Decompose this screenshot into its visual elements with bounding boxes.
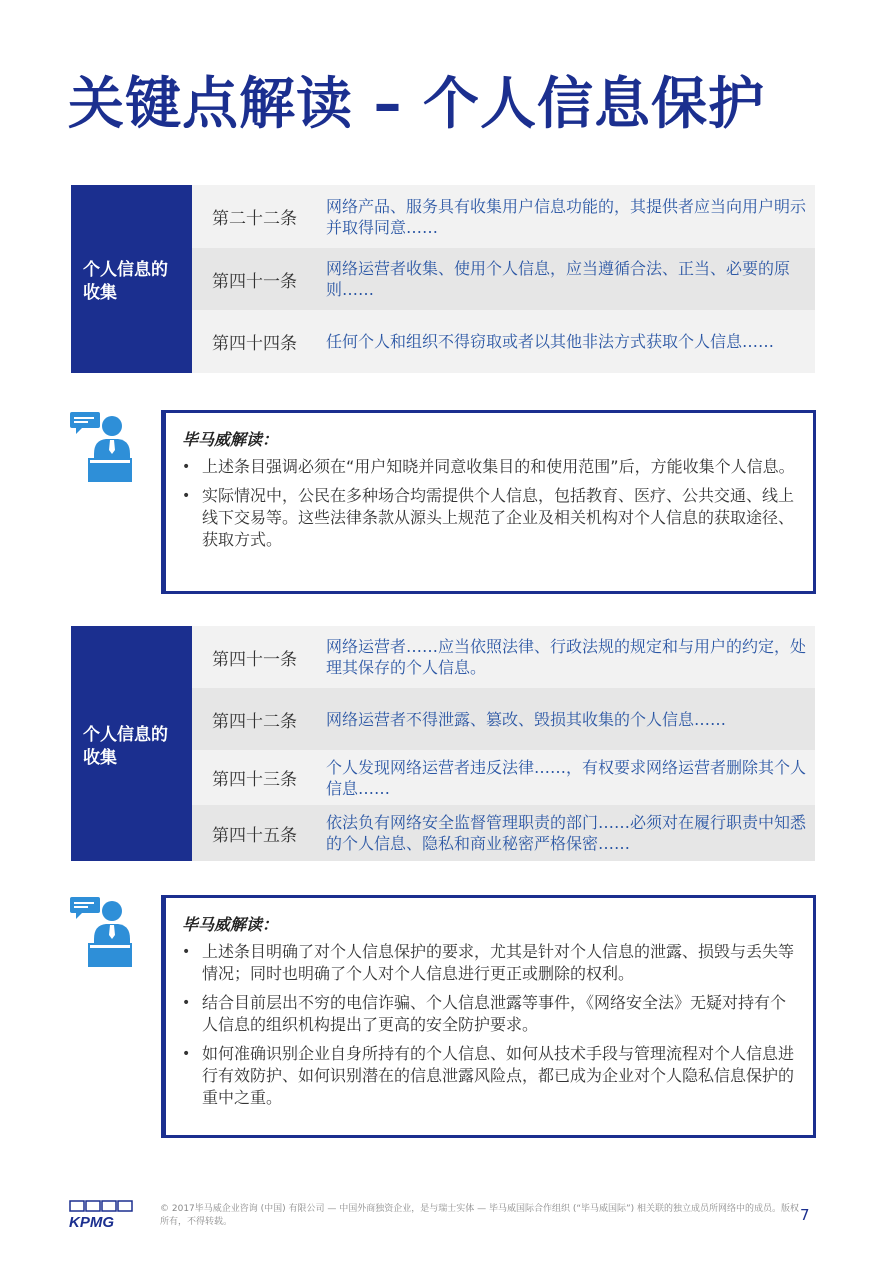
- bullet-list: [178, 456, 797, 551]
- bullet-text: 上述条目明确了对个人信息保护的要求，尤其是针对个人信息的泄露、损毁与丢失等情况；同时也明确了个人对个人信息进行更正或删除的权利。: [202, 942, 795, 983]
- article-number: 第四十一条: [212, 649, 297, 670]
- bullet-text: 上述条目强调必须在“用户知晓并同意收集目的和使用范围”后，方能收集个人信息。: [202, 457, 795, 476]
- bullet-icon: •: [182, 944, 191, 960]
- table-heading: [71, 626, 192, 861]
- table-row: [192, 248, 815, 310]
- article-text: 依法负有网络安全监督管理职责的部门……必须对在履行职责中知悉的个人信息、隐私和商业秘密严格保密……: [326, 813, 807, 853]
- article-text: 任何个人和组织不得窃取或者以其他非法方式获取个人信息……: [326, 332, 775, 351]
- table-row: [192, 805, 815, 861]
- table-row: [192, 310, 815, 373]
- bullet-text: 结合目前层出不穷的电信诈骗、个人信息泄露等事件，《网络安全法》无疑对持有个人信息的组织机构提出了更高的安全防护要求。: [202, 993, 787, 1034]
- page-title: 关键点解读 – 个人信息保护: [68, 72, 765, 137]
- page-number: 7: [800, 1206, 810, 1224]
- article-table-1: [71, 185, 815, 373]
- table-row: [192, 626, 815, 688]
- article-text: 个人发现网络运营者违反法律……，有权要求网络运营者删除其个人信息……: [326, 757, 807, 798]
- kpmg-logo: [68, 1200, 138, 1230]
- list-item: [178, 456, 797, 478]
- table-row: [192, 185, 815, 248]
- bullet-icon: •: [182, 995, 191, 1011]
- article-number: 第四十一条: [212, 271, 297, 292]
- table-heading: [71, 185, 192, 373]
- article-number: 第四十五条: [212, 825, 297, 846]
- article-text: 网络产品、服务具有收集用户信息功能的，其提供者应当向用户明示并取得同意……: [326, 196, 807, 237]
- table-rows: [192, 185, 815, 373]
- speaker-icon: [68, 895, 132, 971]
- speaker-icon: [68, 410, 132, 486]
- kpmg-logo-text: KPMG: [69, 1214, 114, 1230]
- article-number: 第二十二条: [212, 209, 297, 229]
- article-text: 网络运营者……应当依照法律、行政法规的规定和与用户的约定，处理其保存的个人信息。: [326, 637, 807, 677]
- bullet-list: [178, 941, 797, 1109]
- bullet-text: 实际情况中，公民在多种场合均需提供个人信息，包括教育、医疗、公共交通、线上线下交易等。这些法律条款从源头上规范了企业及相关机构对个人信息的获取途径、获取方式。: [202, 486, 795, 549]
- list-item: [178, 941, 797, 985]
- article-number: 第四十三条: [212, 770, 297, 790]
- list-item: [178, 1043, 797, 1109]
- bullet-icon: •: [182, 459, 191, 475]
- interpretation-title: 毕马威解读：: [182, 915, 279, 934]
- table-heading-label: 个人信息的 收集: [83, 724, 168, 768]
- table-row: [192, 750, 815, 805]
- list-item: [178, 992, 797, 1036]
- interpretation-box-2: [161, 895, 816, 1138]
- bullet-text: 如何准确识别企业自身所持有的个人信息、如何从技术手段与管理流程对个人信息进行有效防护、如何识别潜在的信息泄露风险点，都已成为企业对个人隐私信息保护的重中之重。: [202, 1044, 795, 1107]
- interpretation-title: 毕马威解读：: [182, 430, 279, 449]
- article-text: 网络运营者收集、使用个人信息，应当遵循合法、正当、必要的原则……: [326, 259, 791, 299]
- bullet-icon: •: [182, 488, 191, 504]
- interpretation-box-1: [161, 410, 816, 594]
- article-table-2: [71, 626, 815, 861]
- article-number: 第四十二条: [212, 711, 297, 732]
- footer-copyright: © 2017毕马威企业咨询 (中国) 有限公司 — 中国外商独资企业，是与瑞士实体 — 毕马威国际合作组织 (“毕马威国际”) 相关联的独立成员所网络中的成员。版权所有，不得转载。: [160, 1204, 800, 1227]
- list-item: [178, 485, 797, 551]
- bullet-icon: •: [182, 1046, 191, 1062]
- article-number: 第四十四条: [212, 334, 297, 354]
- table-row: [192, 688, 815, 750]
- table-heading-label: 个人信息的 收集: [83, 260, 168, 303]
- article-text: 网络运营者不得泄露、篡改、毁损其收集的个人信息……: [326, 709, 727, 729]
- table-rows: [192, 626, 815, 861]
